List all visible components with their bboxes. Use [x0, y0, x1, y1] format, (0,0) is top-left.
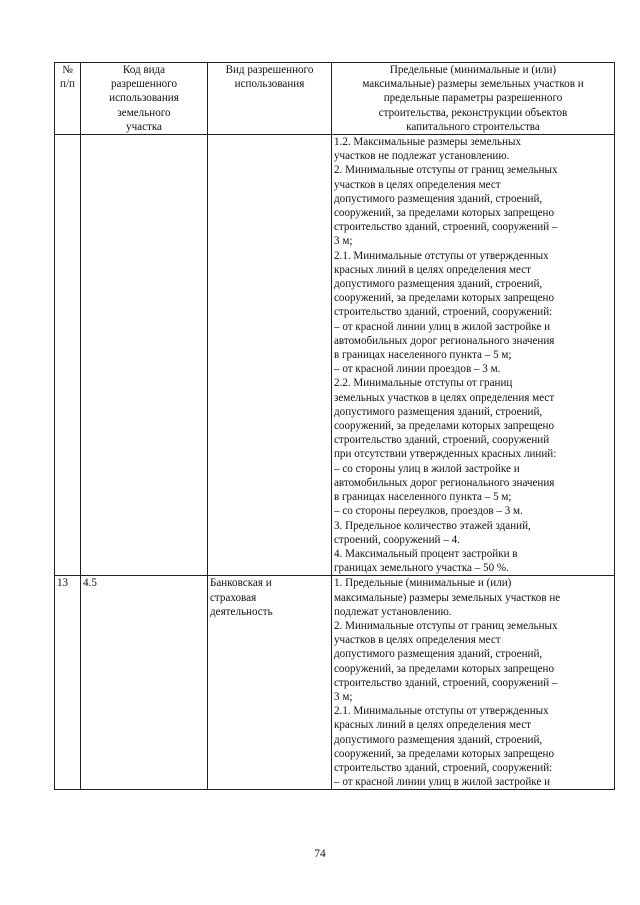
text-line: Предельные (минимальные и (или) — [389, 64, 557, 76]
text-line: участков в целях определения мест — [334, 178, 501, 191]
text-line: участков не подлежат установлению. — [334, 150, 510, 163]
text-line: – со стороны переулков, проездов – 3 м. — [334, 505, 523, 518]
header-code — [81, 63, 208, 135]
text-line: использования — [109, 92, 179, 105]
text-line: предельные параметры разрешенного — [383, 92, 563, 105]
text-line: допустимого размещения зданий, строений, — [334, 192, 543, 205]
text-line: № — [62, 64, 73, 76]
row-code — [81, 135, 208, 576]
text-line: капитального строительства — [406, 120, 540, 133]
text-line: сооружений, за пределами которых запрещено — [334, 420, 555, 433]
text-line: земельных участков в целях определения мест — [334, 391, 555, 404]
text-line: Банковская и — [210, 577, 272, 590]
text-line: красных линий в целях определения мест — [334, 263, 531, 276]
text-line: 3 м; — [334, 235, 353, 248]
text-line: при отсутствии утвержденных красных линий: — [334, 448, 557, 461]
row-use — [208, 576, 332, 790]
regulations-table — [54, 62, 615, 790]
page-number: 74 — [314, 848, 326, 860]
text-line: участка — [126, 120, 162, 133]
text-line: – от красной линии улиц в жилой застройке и — [334, 776, 551, 789]
text-line: строительство зданий, строений, сооружений — [334, 434, 550, 447]
text-line: земельного — [117, 106, 171, 119]
header-row — [55, 63, 615, 135]
header-use — [208, 63, 332, 135]
text-line: участков в целях определения мест — [334, 634, 501, 647]
text-line: 2. Минимальные отступы от границ земельных — [334, 619, 558, 632]
text-line: 3. Предельное количество этажей зданий, — [334, 519, 531, 532]
header-num — [55, 63, 81, 135]
row-num — [55, 135, 81, 576]
text-line: максимальные) размеры земельных участков не — [334, 591, 561, 604]
text-line: 1.2. Максимальные размеры земельных — [334, 136, 522, 149]
text-line: сооружений, за пределами которых запрещено — [334, 662, 555, 675]
text-line: Код вида — [122, 64, 166, 76]
header-limits — [332, 63, 615, 135]
row-limits — [332, 135, 615, 576]
text-line: автомобильных дорог регионального значения — [334, 476, 555, 489]
table-row — [55, 576, 615, 790]
text-line: – от красной линии проездов – 3 м. — [334, 363, 501, 376]
text-line: 3 м; — [334, 690, 353, 703]
text-line: 2.1. Минимальные отступы от утвержденных — [334, 249, 549, 262]
text-line: 1. Предельные (минимальные и (или) — [334, 577, 512, 590]
text-line: использования — [234, 78, 305, 91]
row-limits — [332, 576, 615, 790]
text-line: строений, сооружений – 4. — [334, 533, 460, 546]
text-line: 2. Минимальные отступы от границ земельных — [334, 164, 558, 177]
text-line: п/п — [60, 78, 75, 91]
row-code: 4.5 — [81, 576, 208, 790]
text-line: – от красной линии улиц в жилой застройке и — [334, 320, 551, 333]
text-line: подлежат установлению. — [334, 605, 452, 618]
text-line: максимальные) размеры земельных участков и — [362, 78, 584, 91]
text-line: допустимого размещения зданий, строений, — [334, 733, 543, 746]
text-line: в границах населенного пункта – 5 м; — [334, 349, 512, 362]
row-num: 13 — [55, 576, 81, 790]
row-use — [208, 135, 332, 576]
text-line: сооружений, за пределами которых запрещено — [334, 747, 555, 760]
text-line: 2.2. Минимальные отступы от границ — [334, 377, 513, 390]
text-line: в границах населенного пункта – 5 м; — [334, 491, 512, 504]
text-line: разрешенного — [110, 78, 178, 91]
text-line: сооружений, за пределами которых запрещено — [334, 207, 555, 220]
text-line: 2.1. Минимальные отступы от утвержденных — [334, 705, 549, 718]
text-line: допустимого размещения зданий, строений, — [334, 405, 543, 418]
text-line: строительство зданий, строений, сооружений: — [334, 306, 553, 319]
text-line: – со стороны улиц в жилой застройке и — [334, 462, 520, 475]
text-line: 4. Максимальный процент застройки в — [334, 547, 518, 560]
text-line: строительства, реконструкции объектов — [378, 106, 568, 119]
text-line: допустимого размещения зданий, строений, — [334, 648, 543, 661]
text-line: автомобильных дорог регионального значения — [334, 334, 555, 347]
text-line: красных линий в целях определения мест — [334, 719, 531, 732]
text-line: строительство зданий, строений, сооружений – — [334, 221, 558, 234]
text-line: строительство зданий, строений, сооружений: — [334, 761, 553, 774]
text-line: строительство зданий, строений, сооружений – — [334, 676, 558, 689]
text-line: допустимого размещения зданий, строений, — [334, 278, 543, 291]
text-line: границах земельного участка – 50 %. — [334, 562, 509, 575]
text-line: сооружений, за пределами которых запрещено — [334, 292, 555, 305]
table-row — [55, 135, 615, 576]
text-line: страховая — [210, 591, 257, 604]
text-line: деятельность — [210, 605, 273, 618]
text-line: Вид разрешенного — [225, 64, 314, 76]
